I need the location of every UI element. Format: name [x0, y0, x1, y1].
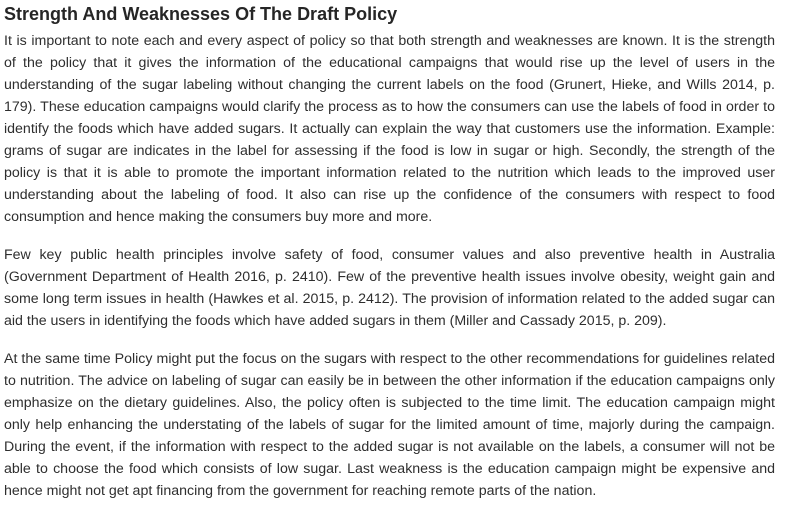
section-heading: Strength And Weaknesses Of The Draft Policy	[4, 4, 398, 24]
paragraph-weaknesses: At the same time Policy might put the focus on the sugars with respect to the other recommendations for guidelines related to nutrition. The advice on labeling of sugar can easily be in between the other information if the education campaigns only emphasize on the dietary guidelines. Also, the policy often is subjected to the time limit. The education campaign might only help enhancing the understating of the labels of sugar for the limited amount of time, majorly during the campaign. During the event, if the information with respect to the added sugar is not available on the labels, a consumer will not be able to choose the food which consists of low sugar. Last weakness is the education campaign might be expensive and hence might not get apt financing from the government for reaching remote parts of the nation.	[4, 351, 775, 499]
paragraph-public-health: Few key public health principles involve safety of food, consumer values and also preventive health in Australia (Government Department of Health 2016, p. 2410). Few of the preventive health issues involve obesity, weight gain and some long term issues in health (Hawkes et al. 2015, p. 2412). The provision of information related to the added sugar can aid the users in identifying the foods which have added sugars in them (Miller and Cassady 2015, p. 209).	[4, 247, 775, 329]
paragraph-strengths: It is important to note each and every aspect of policy so that both strength and weaknesses are known. It is the strength of the policy that it gives the information of the educational campaigns that would rise up the level of users in the understanding of the sugar labeling without changing the current labels on the food (Grunert, Hieke, and Wills 2014, p. 179). These education campaigns would clarify the process as to how the consumers can use the labels of food in order to identify the foods which have added sugars. It actually can explain the way that customers use the information. Example: grams of sugar are indicates in the label for assessing if the food is low in sugar or high. Secondly, the strength of the policy is that it is able to promote the important information related to the nutrition which leads to the improved user understanding about the labeling of food. It also can rise up the confidence of the consumers with respect to food consumption and hence making the consumers buy more and more.	[4, 33, 775, 225]
document-page	[4, 0, 775, 502]
